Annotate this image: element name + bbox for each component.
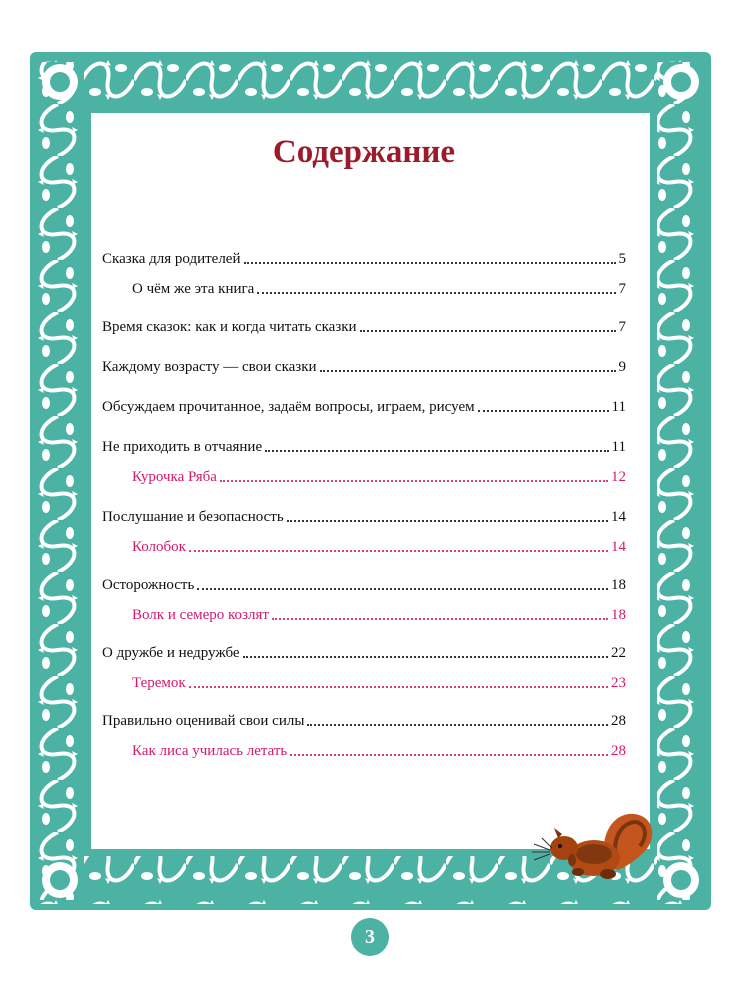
toc-entry-label: Обсуждаем прочитанное, задаём вопросы, играем, рисуем [102,399,475,415]
toc-entry-page: 11 [611,439,626,455]
toc-leader-dots [244,262,616,264]
toc-entry-page: 28 [611,713,626,729]
toc-leader-dots [290,754,608,756]
page-title: Содержание [272,134,456,170]
toc-entry[interactable] [102,534,626,556]
toc-entry-label: Волк и семеро козлят [132,607,269,623]
toc-entry-label: Теремок [132,675,186,691]
toc-entry-label: О дружбе и недружбе [102,645,240,661]
toc-entry[interactable] [102,640,626,662]
toc-entry-page: 28 [611,743,626,759]
toc-entry-label: Правильно оценивай свои силы [102,713,305,729]
toc-leader-dots [189,550,608,552]
toc-leader-dots [287,520,608,522]
page-number: 3 [351,918,389,956]
toc-leader-dots [320,370,616,372]
toc-content [102,130,626,759]
toc-entry-page: 23 [611,675,626,691]
toc-entry[interactable] [102,464,626,486]
toc-entry-label: Не приходить в отчаяние [102,439,263,455]
toc-leader-dots [272,618,608,620]
toc-entry[interactable] [102,394,626,416]
toc-leader-dots [478,410,609,412]
toc-entry[interactable] [102,708,626,730]
toc-entry[interactable] [102,670,626,692]
squirrel-illustration [528,808,662,884]
toc-leader-dots [360,330,616,332]
toc-leader-dots [189,686,608,688]
toc-entry[interactable] [102,354,626,376]
toc-entry-label: Время сказок: как и когда читать сказки [102,319,357,335]
toc-entry-label: Каждому возрасту — свои сказки [102,359,317,375]
toc-leader-dots [307,724,608,726]
toc-entry[interactable] [102,504,626,526]
toc-entry[interactable] [102,738,626,760]
toc-entry-page: 18 [611,607,626,623]
toc-entry-page: 18 [611,577,626,593]
toc-entry-page: 5 [618,251,626,267]
toc-entry[interactable] [102,246,626,268]
toc-entry-label: Сказка для родителей [102,251,241,267]
toc-entry-page: 22 [611,645,626,661]
toc-entry-page: 14 [611,539,626,555]
toc-entry-label: Как лиса училась летать [132,743,288,759]
toc-entry-page: 11 [611,399,626,415]
toc-entry[interactable] [102,276,626,298]
toc-entry-page: 14 [611,509,626,525]
toc-entry[interactable] [102,602,626,624]
toc-entry-label: Осторожность [102,577,195,593]
toc-entry-page: 9 [618,359,626,375]
toc-leader-dots [197,588,608,590]
toc-leader-dots [243,656,608,658]
toc-entry-label: О чём же эта книга [132,281,255,297]
toc-entry-page: 7 [618,281,626,297]
toc-entry[interactable] [102,434,626,456]
toc-entry-page: 12 [611,469,626,485]
toc-entry[interactable] [102,314,626,336]
toc-leader-dots [257,292,615,294]
toc-entry[interactable] [102,572,626,594]
toc-entry-page: 7 [618,319,626,335]
toc-entry-label: Курочка Ряба [132,469,217,485]
toc-entry-label: Колобок [132,539,186,555]
toc-entry-label: Послушание и безопасность [102,509,284,525]
toc-leader-dots [220,480,608,482]
toc-leader-dots [265,450,608,452]
